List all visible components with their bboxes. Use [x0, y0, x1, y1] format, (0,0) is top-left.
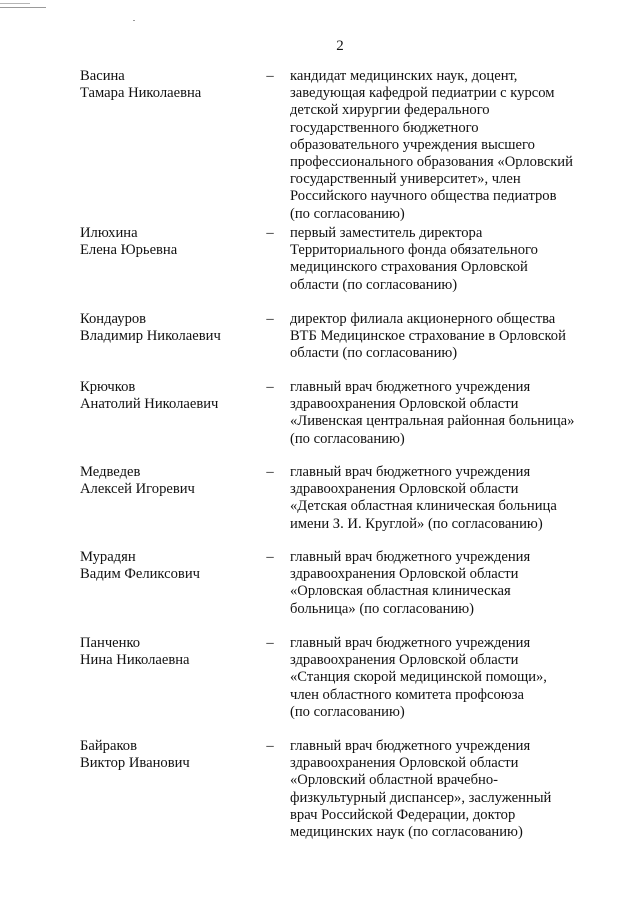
member-given-names: Виктор Иванович: [80, 755, 190, 772]
member-given-names: Алексей Игоревич: [80, 481, 195, 498]
member-dash: –: [266, 68, 274, 84]
member-description: главный врач бюджетного учреждения здравоохранения Орловской области «Орловская областная клиническая больница» (по согласованию): [290, 549, 531, 617]
member-description: кандидат медицинских наук, доцент, заведующая кафедрой педиатрии с курсом детской хирургии федерального государственного бюджетного образовательного учреждения высшего профессионального образования «Орловский государственный университет», член Российского научного общества педиатров (по согласованию): [290, 68, 573, 222]
member-dash: –: [266, 311, 274, 327]
scan-corner-mark: [0, 0, 46, 8]
member-name: [80, 311, 255, 345]
member-given-names: Нина Николаевна: [80, 652, 190, 669]
member-given-names: Владимир Николаевич: [80, 328, 221, 345]
member-dash: –: [266, 464, 274, 480]
member-name: [80, 549, 255, 583]
member-description: главный врач бюджетного учреждения здравоохранения Орловской области «Станция скорой медицинской помощи», член областного комитета профсоюза (по согласованию): [290, 635, 547, 720]
member-description: главный врач бюджетного учреждения здравоохранения Орловской области «Детская областная клиническая больница имени З. И. Круглой» (по согласованию): [290, 464, 557, 532]
page-number: 2: [336, 38, 344, 54]
member-name: [80, 464, 255, 498]
member-dash: –: [266, 549, 274, 565]
member-name: [80, 68, 255, 102]
member-surname: Байраков: [80, 738, 137, 754]
member-surname: Крючков: [80, 379, 136, 395]
member-description: главный врач бюджетного учреждения здравоохранения Орловской области «Ливенская центральная районная больница» (по согласованию): [290, 379, 575, 447]
member-dash: –: [266, 379, 274, 395]
member-dash: –: [266, 635, 274, 651]
member-given-names: Анатолий Николаевич: [80, 396, 219, 413]
member-given-names: Елена Юрьевна: [80, 242, 178, 259]
member-given-names: Тамара Николаевна: [80, 85, 202, 102]
member-surname: Мурадян: [80, 549, 136, 565]
member-dash: –: [266, 225, 274, 241]
member-surname: Кондауров: [80, 311, 147, 327]
member-surname: Медведев: [80, 464, 141, 480]
member-name: [80, 635, 255, 669]
member-name: [80, 738, 255, 772]
member-name: [80, 379, 255, 413]
member-name: [80, 225, 255, 259]
member-surname: Панченко: [80, 635, 141, 651]
member-description: главный врач бюджетного учреждения здравоохранения Орловской области «Орловский областной врачебно- физкультурный диспансер», заслуженный врач Российской Федерации, доктор медицинских наук (по согласованию): [290, 738, 552, 841]
member-dash: –: [266, 738, 274, 754]
member-surname: Васина: [80, 68, 125, 84]
member-description: директор филиала акционерного общества ВТБ Медицинское страхование в Орловской области (по согласованию): [290, 311, 566, 362]
member-description: первый заместитель директора Территориального фонда обязательного медицинского страхования Орловской области (по согласованию): [290, 225, 538, 293]
scan-dot-mark: [133, 20, 135, 21]
member-surname: Илюхина: [80, 225, 138, 241]
member-given-names: Вадим Феликсович: [80, 566, 200, 583]
